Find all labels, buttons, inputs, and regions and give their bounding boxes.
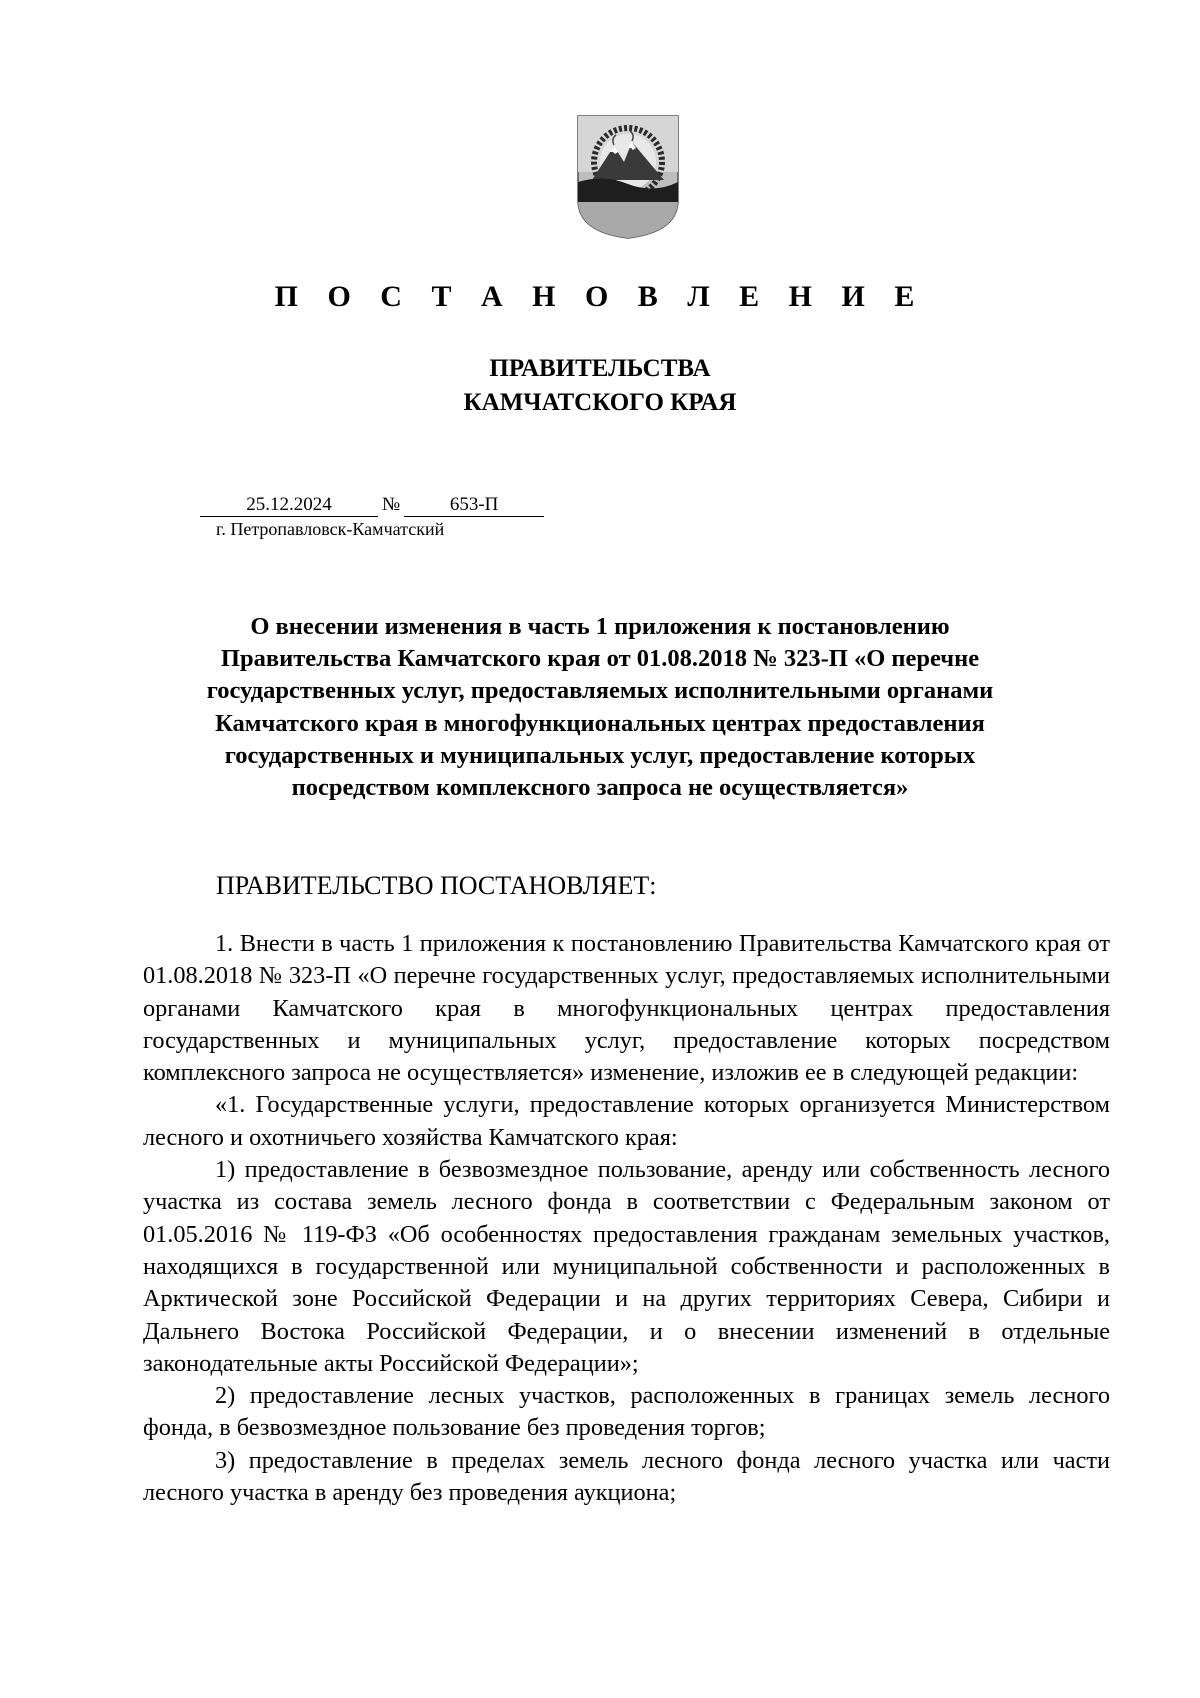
registration-line <box>200 494 544 517</box>
decree-statement: ПРАВИТЕЛЬСТВО ПОСТАНОВЛЯЕТ: <box>216 871 657 900</box>
title-line: О внесении изменения в часть 1 приложения к постановлению <box>250 613 950 640</box>
document-title <box>140 611 1060 804</box>
title-line: государственных и муниципальных услуг, предоставление которых <box>224 741 976 769</box>
paragraph: 2) предоставление лесных участков, расположенных в границах земель лесного фонда, в безвозмездное пользование без проведения торгов; <box>143 1382 1110 1442</box>
paragraph: 1) предоставление в безвозмездное пользование, аренду или собственность лесного участка из состава земель лесного фонда в соответствии с Федеральным законом от 01.05.2016 № 119-ФЗ «Об особенностях предоставления гражданам земельных участков, находящихся в государственной или муниципальной собственности и расположенных в Арктической зоне Российской Федерации и на других территориях Севера, Сибири и Дальнего Востока Российской Федерации, и о внесении изменений в отдельные законодательные акты Российской Федерации»; <box>143 1156 1110 1377</box>
paragraph: «1. Государственные услуги, предоставление которых организуется Министерством лесного и охотничьего хозяйства Камчатского края: <box>143 1091 1110 1151</box>
title-line: Камчатского края в многофункциональных центрах предоставления <box>215 709 985 737</box>
document-type-heading: П О С Т А Н О В Л Е Н И Е <box>274 280 926 313</box>
document-body <box>143 928 1110 1509</box>
document-date: 25.12.2024 <box>200 494 378 517</box>
issuer-line-2: КАМЧАТСКОГО КРАЯ <box>463 389 737 416</box>
paragraph: 1. Внести в часть 1 приложения к постановлению Правительства Камчатского края от 01.08.2018 № 323-П «О перечне государственных услуг, предоставляемых исполнительными органами Камчатского края в многофункциональных центрах предоставления государственных и муниципальных услуг, предоставление которых посредством комплексного запроса не осуществляется» изменение, изложив ее в следующей редакции: <box>143 930 1110 1087</box>
issuer-line-1: ПРАВИТЕЛЬСТВА <box>489 355 711 382</box>
coat-of-arms-emblem <box>574 112 682 240</box>
issuer-heading <box>0 352 1200 420</box>
paragraph: 3) предоставление в пределах земель лесного фонда лесного участка или части лесного участка в аренду без проведения аукциона; <box>143 1446 1110 1507</box>
title-line: государственных услуг, предоставляемых исполнительными органами <box>206 677 994 705</box>
title-line: посредством комплексного запроса не осуществляется» <box>291 774 909 802</box>
number-sign: № <box>382 494 401 515</box>
title-line: Правительства Камчатского края от 01.08.2018 № 323-П «О перечне <box>220 645 980 673</box>
city-label: г. Петропавловск-Камчатский <box>216 519 445 539</box>
document-number: 653-П <box>404 494 544 517</box>
